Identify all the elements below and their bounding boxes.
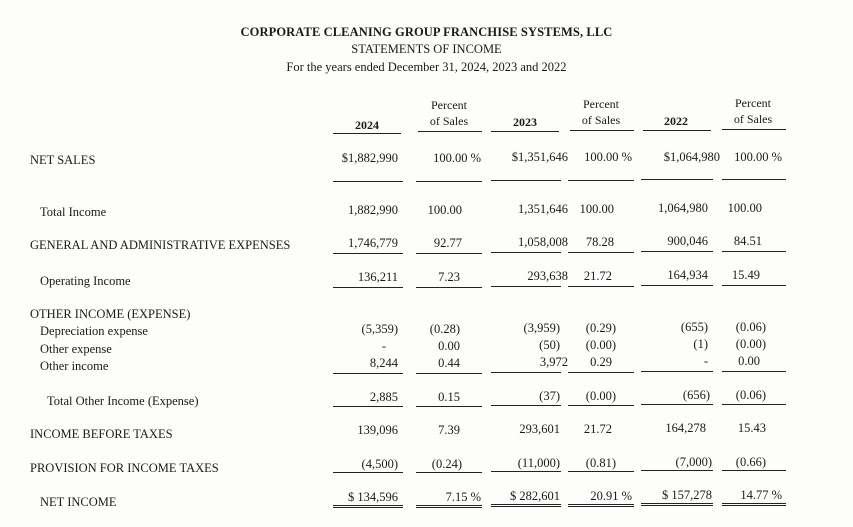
total-income-2022: 1,064,980 xyxy=(658,201,708,215)
rule xyxy=(416,373,482,374)
header-underline xyxy=(418,131,482,132)
other-income-2023: 3,972 xyxy=(539,355,568,369)
row-label-net-sales: NET SALES xyxy=(30,153,96,167)
income-before-taxes-pct-2024: 7.39 xyxy=(438,423,460,437)
year-2024-header: 2024 xyxy=(355,118,379,132)
other-income-pct-2024: 0.44 xyxy=(438,356,460,370)
ga-expenses-2024: 1,746,779 xyxy=(348,236,398,250)
rule xyxy=(641,251,713,252)
double-rule xyxy=(416,505,482,508)
rule xyxy=(416,181,482,182)
statement-period: For the years ended December 31, 2024, 2023 and 2022 xyxy=(286,60,567,74)
operating-income-pct-2023: 21.72 xyxy=(583,269,612,283)
double-rule xyxy=(333,505,403,508)
header-underline xyxy=(333,133,401,134)
rule xyxy=(568,286,634,287)
rule xyxy=(416,287,482,288)
double-rule xyxy=(722,503,786,506)
ga-expenses-pct-2023: 78.28 xyxy=(585,235,614,249)
rule xyxy=(333,373,403,374)
other-expense-pct-2024: 0.00 xyxy=(438,339,460,353)
pct-header-2023-line2: of Sales xyxy=(581,113,621,127)
income-before-taxes-2023: 293,601 xyxy=(519,422,560,436)
other-income-pct-2022: 0.00 xyxy=(738,354,760,368)
rule xyxy=(333,181,403,182)
depreciation-2024: (5,359) xyxy=(361,322,398,336)
rule xyxy=(722,179,786,180)
provision-pct-2023: (0.81) xyxy=(585,456,616,470)
rule xyxy=(416,253,482,254)
other-expense-pct-2022: (0.00) xyxy=(735,337,766,351)
rule xyxy=(568,405,634,406)
net-income-2022: $ 157,278 xyxy=(662,488,712,502)
depreciation-2023: (3,959) xyxy=(523,321,560,335)
double-rule xyxy=(491,504,561,507)
net-sales-2024: $1,882,990 xyxy=(341,151,398,165)
row-label-other-expense: Other expense xyxy=(40,342,112,356)
ga-expenses-pct-2024: 92.77 xyxy=(433,236,462,250)
other-income-pct-2023: 0.29 xyxy=(590,355,612,369)
rule xyxy=(641,285,713,286)
rule xyxy=(333,406,403,407)
operating-income-2024: 136,211 xyxy=(357,270,398,284)
pct-header-2022-line2: of Sales xyxy=(733,112,773,126)
depreciation-pct-2022: (0.06) xyxy=(735,320,766,334)
pct-header-2024-line1: Percent xyxy=(431,98,467,112)
operating-income-pct-2024: 7.23 xyxy=(438,270,460,284)
rule xyxy=(722,285,786,286)
rule xyxy=(568,471,634,472)
total-other-2022: (656) xyxy=(682,388,710,402)
rule xyxy=(641,470,713,471)
ga-expenses-pct-2022: 84.51 xyxy=(733,234,762,248)
other-expense-pct-2023: (0.00) xyxy=(585,338,616,352)
pct-header-2022-line1: Percent xyxy=(735,96,771,110)
total-income-2023: 1,351,646 xyxy=(518,202,568,216)
ga-expenses-2023: 1,058,008 xyxy=(518,235,568,249)
rule xyxy=(568,372,634,373)
rule xyxy=(491,286,561,287)
net-sales-2022: $1,064,980 xyxy=(663,150,720,164)
rule xyxy=(491,252,561,253)
income-before-taxes-pct-2022: 15.43 xyxy=(737,421,766,435)
rule xyxy=(333,472,403,473)
total-income-2024: 1,882,990 xyxy=(348,203,398,217)
total-income-pct-2024: 100.00 xyxy=(427,203,462,217)
rule xyxy=(491,180,561,181)
total-other-pct-2022: (0.06) xyxy=(735,388,766,402)
rule xyxy=(491,471,561,472)
year-2023-header: 2023 xyxy=(513,115,537,129)
year-2022-header: 2022 xyxy=(664,114,688,128)
header-underline xyxy=(570,130,634,131)
row-label-operating-income: Operating Income xyxy=(40,274,131,288)
net-income-pct-2024: 7.15 % xyxy=(445,490,481,504)
rule xyxy=(491,372,561,373)
ga-expenses-2022: 900,046 xyxy=(667,234,708,248)
net-sales-pct-2024: 100.00 % xyxy=(433,151,481,165)
income-before-taxes-2022: 164,278 xyxy=(665,421,706,435)
net-income-pct-2022: 14.77 % xyxy=(740,488,782,502)
rule xyxy=(641,179,713,180)
provision-2022: (7,000) xyxy=(675,455,712,469)
row-label-total-other: Total Other Income (Expense) xyxy=(47,394,199,408)
rule xyxy=(333,287,403,288)
rule xyxy=(568,180,634,181)
operating-income-pct-2022: 15.49 xyxy=(731,268,760,282)
depreciation-pct-2024: (0.28) xyxy=(429,322,460,336)
total-other-pct-2023: (0.00) xyxy=(585,389,616,403)
income-before-taxes-2024: 139,096 xyxy=(357,423,398,437)
row-label-total-income: Total Income xyxy=(40,205,107,219)
row-label-ga-expenses: GENERAL AND ADMINISTRATIVE EXPENSES xyxy=(30,238,291,252)
net-income-2024: $ 134,596 xyxy=(348,490,398,504)
other-expense-2023: (50) xyxy=(539,338,560,352)
row-label-income-before-taxes: INCOME BEFORE TAXES xyxy=(30,427,173,441)
provision-pct-2024: (0.24) xyxy=(431,457,462,471)
other-expense-2022: (1) xyxy=(693,337,708,351)
net-sales-2023: $1,351,646 xyxy=(511,150,568,164)
double-rule xyxy=(568,504,634,507)
total-other-2023: (37) xyxy=(539,389,560,403)
rule xyxy=(722,251,786,252)
total-other-2024: 2,885 xyxy=(369,390,398,404)
header-underline xyxy=(722,129,786,130)
depreciation-2022: (655) xyxy=(680,320,708,334)
operating-income-2022: 164,934 xyxy=(667,268,708,282)
total-other-pct-2024: 0.15 xyxy=(438,390,460,404)
net-income-pct-2023: 20.91 % xyxy=(590,489,632,503)
header-underline xyxy=(643,130,711,131)
provision-2024: (4,500) xyxy=(361,457,398,471)
rule xyxy=(722,404,786,405)
depreciation-pct-2023: (0.29) xyxy=(585,321,616,335)
income-before-taxes-pct-2023: 21.72 xyxy=(583,422,612,436)
row-label-provision: PROVISION FOR INCOME TAXES xyxy=(30,461,219,475)
statement-title: STATEMENTS OF INCOME xyxy=(351,42,502,56)
pct-header-2023-line1: Percent xyxy=(583,97,619,111)
net-sales-pct-2022: 100.00 % xyxy=(734,150,782,164)
row-label-other-header: OTHER INCOME (EXPENSE) xyxy=(30,307,191,321)
row-label-other-income: Other income xyxy=(40,359,109,373)
double-rule xyxy=(641,503,713,506)
rule xyxy=(568,252,634,253)
pct-header-2024-line2: of Sales xyxy=(429,114,469,128)
rule xyxy=(722,470,786,471)
row-label-net-income: NET INCOME xyxy=(40,495,117,509)
rule xyxy=(491,405,561,406)
total-income-pct-2022: 100.00 xyxy=(727,201,762,215)
total-income-pct-2023: 100.00 xyxy=(579,202,614,216)
provision-2023: (11,000) xyxy=(517,456,560,470)
net-income-2023: $ 282,601 xyxy=(510,489,560,503)
rule xyxy=(641,371,713,372)
company-name: CORPORATE CLEANING GROUP FRANCHISE SYSTEMS, LLC xyxy=(240,25,613,39)
rule xyxy=(416,406,482,407)
other-expense-2024: - xyxy=(381,339,386,353)
net-sales-pct-2023: 100.00 % xyxy=(584,150,632,164)
rule xyxy=(333,253,403,254)
header-underline xyxy=(491,131,559,132)
other-income-2022: - xyxy=(703,354,708,368)
rule xyxy=(416,472,482,473)
other-income-2024: 8,244 xyxy=(369,356,398,370)
rule xyxy=(722,371,786,372)
operating-income-2023: 293,638 xyxy=(527,269,568,283)
rule xyxy=(641,404,713,405)
row-label-depreciation: Depreciation expense xyxy=(40,324,148,338)
provision-pct-2022: (0.66) xyxy=(735,455,766,469)
